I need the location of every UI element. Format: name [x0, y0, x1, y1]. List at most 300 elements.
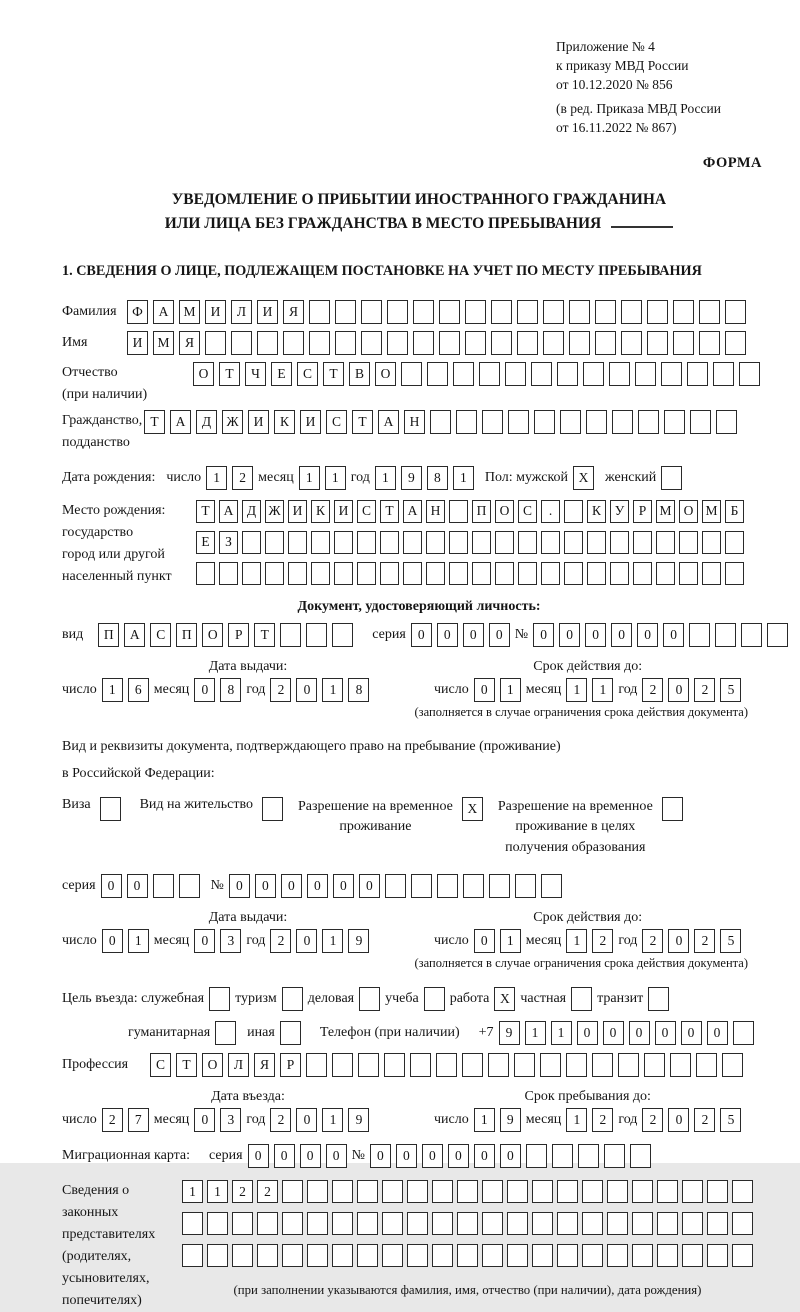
- char-cell[interactable]: [335, 331, 356, 355]
- char-cell[interactable]: Т: [323, 362, 344, 386]
- char-cell[interactable]: [257, 1212, 278, 1235]
- char-cell[interactable]: [495, 531, 514, 554]
- char-cell[interactable]: [715, 623, 736, 647]
- permit-series-input[interactable]: [101, 874, 200, 898]
- char-cell[interactable]: [592, 1053, 613, 1077]
- char-cell[interactable]: [465, 331, 486, 355]
- char-cell[interactable]: [607, 1180, 628, 1203]
- char-cell[interactable]: К: [311, 500, 330, 523]
- char-cell[interactable]: [621, 300, 642, 324]
- char-cell[interactable]: [578, 1144, 599, 1168]
- char-cell[interactable]: [384, 1053, 405, 1077]
- char-cell[interactable]: 0: [559, 623, 580, 647]
- char-cell[interactable]: [507, 1212, 528, 1235]
- char-cell[interactable]: 2: [232, 466, 253, 490]
- representatives-row2-input[interactable]: [182, 1212, 753, 1235]
- char-cell[interactable]: 0: [603, 1021, 624, 1045]
- char-cell[interactable]: [583, 362, 604, 386]
- char-cell[interactable]: 0: [437, 623, 458, 647]
- permit-issue-year-input[interactable]: [270, 929, 369, 953]
- char-cell[interactable]: [495, 562, 514, 585]
- patronymic-input[interactable]: [193, 362, 760, 386]
- char-cell[interactable]: [607, 1244, 628, 1267]
- char-cell[interactable]: П: [176, 623, 197, 647]
- char-cell[interactable]: [283, 331, 304, 355]
- char-cell[interactable]: [491, 300, 512, 324]
- char-cell[interactable]: И: [248, 410, 269, 434]
- char-cell[interactable]: [382, 1180, 403, 1203]
- char-cell[interactable]: [541, 562, 560, 585]
- char-cell[interactable]: Т: [254, 623, 275, 647]
- char-cell[interactable]: [242, 531, 261, 554]
- char-cell[interactable]: С: [150, 623, 171, 647]
- char-cell[interactable]: 0: [474, 1144, 495, 1168]
- char-cell[interactable]: Я: [283, 300, 304, 324]
- char-cell[interactable]: [505, 362, 526, 386]
- char-cell[interactable]: [741, 623, 762, 647]
- char-cell[interactable]: [557, 1180, 578, 1203]
- char-cell[interactable]: 3: [220, 1108, 241, 1132]
- char-cell[interactable]: П: [98, 623, 119, 647]
- char-cell[interactable]: 0: [229, 874, 250, 898]
- char-cell[interactable]: [557, 1212, 578, 1235]
- permit-until-month-input[interactable]: [566, 929, 613, 953]
- entry-year-input[interactable]: [270, 1108, 369, 1132]
- char-cell[interactable]: [696, 1053, 717, 1077]
- char-cell[interactable]: 0: [396, 1144, 417, 1168]
- char-cell[interactable]: [682, 1244, 703, 1267]
- char-cell[interactable]: [673, 331, 694, 355]
- char-cell[interactable]: 0: [248, 1144, 269, 1168]
- char-cell[interactable]: А: [219, 500, 238, 523]
- char-cell[interactable]: С: [518, 500, 537, 523]
- char-cell[interactable]: 0: [533, 623, 554, 647]
- char-cell[interactable]: [733, 1021, 754, 1045]
- char-cell[interactable]: 0: [300, 1144, 321, 1168]
- char-cell[interactable]: 0: [500, 1144, 521, 1168]
- char-cell[interactable]: [472, 562, 491, 585]
- char-cell[interactable]: 0: [296, 678, 317, 702]
- char-cell[interactable]: [232, 1212, 253, 1235]
- char-cell[interactable]: [699, 300, 720, 324]
- char-cell[interactable]: Т: [380, 500, 399, 523]
- char-cell[interactable]: 1: [322, 929, 343, 953]
- char-cell[interactable]: О: [375, 362, 396, 386]
- char-cell[interactable]: [413, 331, 434, 355]
- char-cell[interactable]: [526, 1144, 547, 1168]
- char-cell[interactable]: [205, 331, 226, 355]
- char-cell[interactable]: [647, 300, 668, 324]
- char-cell[interactable]: [725, 562, 744, 585]
- citizenship-input[interactable]: [144, 410, 737, 434]
- char-cell[interactable]: [632, 1212, 653, 1235]
- char-cell[interactable]: 0: [411, 623, 432, 647]
- char-cell[interactable]: [436, 1053, 457, 1077]
- char-cell[interactable]: 2: [270, 1108, 291, 1132]
- char-cell[interactable]: [725, 300, 746, 324]
- char-cell[interactable]: [482, 1180, 503, 1203]
- char-cell[interactable]: 0: [102, 929, 123, 953]
- char-cell[interactable]: [432, 1212, 453, 1235]
- char-cell[interactable]: Н: [426, 500, 445, 523]
- char-cell[interactable]: [332, 1244, 353, 1267]
- char-cell[interactable]: 0: [194, 678, 215, 702]
- char-cell[interactable]: 2: [102, 1108, 123, 1132]
- char-cell[interactable]: [564, 531, 583, 554]
- char-cell[interactable]: 1: [325, 466, 346, 490]
- stay-until-year-input[interactable]: [642, 1108, 741, 1132]
- char-cell[interactable]: [682, 1180, 703, 1203]
- purpose-other-checkbox[interactable]: [280, 1021, 301, 1045]
- char-cell[interactable]: [242, 562, 261, 585]
- char-cell[interactable]: [456, 410, 477, 434]
- char-cell[interactable]: У: [610, 500, 629, 523]
- char-cell[interactable]: 8: [220, 678, 241, 702]
- char-cell[interactable]: [449, 500, 468, 523]
- purpose-transit-checkbox[interactable]: [648, 987, 669, 1011]
- char-cell[interactable]: [644, 1053, 665, 1077]
- char-cell[interactable]: [462, 1053, 483, 1077]
- char-cell[interactable]: [439, 331, 460, 355]
- char-cell[interactable]: [207, 1212, 228, 1235]
- char-cell[interactable]: 1: [206, 466, 227, 490]
- char-cell[interactable]: 0: [333, 874, 354, 898]
- char-cell[interactable]: В: [349, 362, 370, 386]
- purpose-official-checkbox[interactable]: [209, 987, 230, 1011]
- char-cell[interactable]: [564, 500, 583, 523]
- char-cell[interactable]: [689, 623, 710, 647]
- char-cell[interactable]: [699, 331, 720, 355]
- char-cell[interactable]: П: [472, 500, 491, 523]
- char-cell[interactable]: [557, 362, 578, 386]
- char-cell[interactable]: [380, 562, 399, 585]
- char-cell[interactable]: 0: [370, 1144, 391, 1168]
- char-cell[interactable]: [518, 562, 537, 585]
- char-cell[interactable]: 0: [637, 623, 658, 647]
- char-cell[interactable]: [515, 874, 536, 898]
- char-cell[interactable]: [621, 331, 642, 355]
- char-cell[interactable]: 0: [629, 1021, 650, 1045]
- char-cell[interactable]: [713, 362, 734, 386]
- purpose-study-checkbox[interactable]: [424, 987, 445, 1011]
- char-cell[interactable]: [207, 1244, 228, 1267]
- char-cell[interactable]: 0: [663, 623, 684, 647]
- migration-series-input[interactable]: [248, 1144, 347, 1168]
- char-cell[interactable]: [557, 1244, 578, 1267]
- entry-day-input[interactable]: [102, 1108, 149, 1132]
- char-cell[interactable]: [635, 362, 656, 386]
- char-cell[interactable]: [491, 331, 512, 355]
- char-cell[interactable]: 0: [307, 874, 328, 898]
- char-cell[interactable]: [569, 300, 590, 324]
- char-cell[interactable]: [633, 562, 652, 585]
- char-cell[interactable]: [657, 1244, 678, 1267]
- doc-issue-month-input[interactable]: [194, 678, 241, 702]
- char-cell[interactable]: [357, 1244, 378, 1267]
- char-cell[interactable]: Л: [228, 1053, 249, 1077]
- char-cell[interactable]: [307, 1244, 328, 1267]
- char-cell[interactable]: [679, 562, 698, 585]
- char-cell[interactable]: 9: [348, 929, 369, 953]
- char-cell[interactable]: [618, 1053, 639, 1077]
- char-cell[interactable]: [153, 874, 174, 898]
- char-cell[interactable]: [437, 874, 458, 898]
- char-cell[interactable]: [382, 1212, 403, 1235]
- char-cell[interactable]: 0: [127, 874, 148, 898]
- char-cell[interactable]: [725, 331, 746, 355]
- char-cell[interactable]: [656, 531, 675, 554]
- char-cell[interactable]: 1: [474, 1108, 495, 1132]
- char-cell[interactable]: 8: [348, 678, 369, 702]
- visa-checkbox[interactable]: [100, 797, 121, 821]
- char-cell[interactable]: 0: [474, 929, 495, 953]
- birth-month-input[interactable]: [299, 466, 346, 490]
- char-cell[interactable]: И: [205, 300, 226, 324]
- char-cell[interactable]: [231, 331, 252, 355]
- char-cell[interactable]: 2: [592, 1108, 613, 1132]
- phone-input[interactable]: [499, 1021, 754, 1045]
- char-cell[interactable]: [587, 531, 606, 554]
- char-cell[interactable]: 0: [194, 1108, 215, 1132]
- char-cell[interactable]: [219, 562, 238, 585]
- char-cell[interactable]: [564, 562, 583, 585]
- char-cell[interactable]: [517, 331, 538, 355]
- doc-type-input[interactable]: [98, 623, 353, 647]
- char-cell[interactable]: М: [153, 331, 174, 355]
- char-cell[interactable]: [463, 874, 484, 898]
- migration-number-input[interactable]: [370, 1144, 651, 1168]
- char-cell[interactable]: 1: [592, 678, 613, 702]
- char-cell[interactable]: А: [170, 410, 191, 434]
- char-cell[interactable]: [534, 410, 555, 434]
- doc-issue-year-input[interactable]: [270, 678, 369, 702]
- char-cell[interactable]: 2: [694, 929, 715, 953]
- char-cell[interactable]: 0: [448, 1144, 469, 1168]
- birth-year-input[interactable]: [375, 466, 474, 490]
- char-cell[interactable]: [632, 1244, 653, 1267]
- char-cell[interactable]: О: [202, 623, 223, 647]
- char-cell[interactable]: [427, 362, 448, 386]
- char-cell[interactable]: [332, 1212, 353, 1235]
- char-cell[interactable]: [716, 410, 737, 434]
- char-cell[interactable]: [687, 362, 708, 386]
- char-cell[interactable]: [702, 531, 721, 554]
- char-cell[interactable]: [532, 1212, 553, 1235]
- char-cell[interactable]: [361, 331, 382, 355]
- char-cell[interactable]: 0: [422, 1144, 443, 1168]
- char-cell[interactable]: [196, 562, 215, 585]
- char-cell[interactable]: [541, 874, 562, 898]
- char-cell[interactable]: [309, 300, 330, 324]
- char-cell[interactable]: [632, 1180, 653, 1203]
- char-cell[interactable]: [690, 410, 711, 434]
- char-cell[interactable]: Л: [231, 300, 252, 324]
- char-cell[interactable]: 0: [255, 874, 276, 898]
- char-cell[interactable]: 1: [128, 929, 149, 953]
- char-cell[interactable]: И: [300, 410, 321, 434]
- char-cell[interactable]: [311, 531, 330, 554]
- char-cell[interactable]: 1: [551, 1021, 572, 1045]
- char-cell[interactable]: М: [179, 300, 200, 324]
- char-cell[interactable]: Р: [633, 500, 652, 523]
- char-cell[interactable]: [401, 362, 422, 386]
- char-cell[interactable]: [449, 562, 468, 585]
- char-cell[interactable]: [307, 1180, 328, 1203]
- char-cell[interactable]: [387, 300, 408, 324]
- birth-day-input[interactable]: [206, 466, 253, 490]
- char-cell[interactable]: Б: [725, 500, 744, 523]
- char-cell[interactable]: 0: [281, 874, 302, 898]
- char-cell[interactable]: Т: [144, 410, 165, 434]
- char-cell[interactable]: [407, 1212, 428, 1235]
- char-cell[interactable]: [612, 410, 633, 434]
- char-cell[interactable]: [582, 1212, 603, 1235]
- doc-until-day-input[interactable]: [474, 678, 521, 702]
- char-cell[interactable]: 7: [128, 1108, 149, 1132]
- char-cell[interactable]: [403, 531, 422, 554]
- permit-issue-day-input[interactable]: [102, 929, 149, 953]
- char-cell[interactable]: [540, 1053, 561, 1077]
- char-cell[interactable]: Т: [352, 410, 373, 434]
- char-cell[interactable]: [532, 1244, 553, 1267]
- char-cell[interactable]: Т: [219, 362, 240, 386]
- char-cell[interactable]: 0: [194, 929, 215, 953]
- permit-number-input[interactable]: [229, 874, 562, 898]
- char-cell[interactable]: [382, 1244, 403, 1267]
- char-cell[interactable]: 0: [274, 1144, 295, 1168]
- char-cell[interactable]: 0: [707, 1021, 728, 1045]
- char-cell[interactable]: [595, 331, 616, 355]
- char-cell[interactable]: Д: [242, 500, 261, 523]
- char-cell[interactable]: [358, 1053, 379, 1077]
- temp-permit-edu-checkbox[interactable]: [662, 797, 683, 821]
- representatives-row1-input[interactable]: [182, 1180, 753, 1203]
- char-cell[interactable]: 0: [296, 929, 317, 953]
- char-cell[interactable]: [465, 300, 486, 324]
- char-cell[interactable]: 0: [326, 1144, 347, 1168]
- residence-permit-checkbox[interactable]: [262, 797, 283, 821]
- char-cell[interactable]: [664, 410, 685, 434]
- char-cell[interactable]: [265, 562, 284, 585]
- purpose-work-checkbox[interactable]: X: [494, 987, 515, 1011]
- char-cell[interactable]: 0: [474, 678, 495, 702]
- char-cell[interactable]: И: [257, 300, 278, 324]
- char-cell[interactable]: [332, 1180, 353, 1203]
- char-cell[interactable]: Ч: [245, 362, 266, 386]
- char-cell[interactable]: [357, 1180, 378, 1203]
- char-cell[interactable]: [670, 1053, 691, 1077]
- char-cell[interactable]: Я: [254, 1053, 275, 1077]
- char-cell[interactable]: [647, 331, 668, 355]
- char-cell[interactable]: [334, 562, 353, 585]
- char-cell[interactable]: 1: [322, 678, 343, 702]
- name-input[interactable]: [127, 331, 746, 355]
- char-cell[interactable]: [767, 623, 788, 647]
- char-cell[interactable]: С: [326, 410, 347, 434]
- char-cell[interactable]: Т: [196, 500, 215, 523]
- char-cell[interactable]: 2: [270, 678, 291, 702]
- char-cell[interactable]: 2: [232, 1180, 253, 1203]
- char-cell[interactable]: [482, 410, 503, 434]
- char-cell[interactable]: [732, 1180, 753, 1203]
- char-cell[interactable]: [560, 410, 581, 434]
- char-cell[interactable]: [586, 410, 607, 434]
- char-cell[interactable]: И: [288, 500, 307, 523]
- permit-issue-month-input[interactable]: [194, 929, 241, 953]
- char-cell[interactable]: 0: [668, 678, 689, 702]
- char-cell[interactable]: [232, 1244, 253, 1267]
- char-cell[interactable]: [582, 1180, 603, 1203]
- char-cell[interactable]: [582, 1244, 603, 1267]
- char-cell[interactable]: 0: [681, 1021, 702, 1045]
- char-cell[interactable]: [361, 300, 382, 324]
- char-cell[interactable]: 0: [585, 623, 606, 647]
- char-cell[interactable]: [679, 531, 698, 554]
- char-cell[interactable]: [638, 410, 659, 434]
- char-cell[interactable]: [707, 1244, 728, 1267]
- entry-month-input[interactable]: [194, 1108, 241, 1132]
- char-cell[interactable]: О: [193, 362, 214, 386]
- char-cell[interactable]: [430, 410, 451, 434]
- char-cell[interactable]: [432, 1244, 453, 1267]
- char-cell[interactable]: [507, 1244, 528, 1267]
- char-cell[interactable]: 1: [375, 466, 396, 490]
- sex-male-checkbox[interactable]: X: [573, 466, 594, 490]
- char-cell[interactable]: 0: [463, 623, 484, 647]
- char-cell[interactable]: С: [357, 500, 376, 523]
- char-cell[interactable]: [357, 1212, 378, 1235]
- char-cell[interactable]: [380, 531, 399, 554]
- doc-issue-day-input[interactable]: [102, 678, 149, 702]
- char-cell[interactable]: И: [334, 500, 353, 523]
- char-cell[interactable]: [595, 300, 616, 324]
- permit-until-day-input[interactable]: [474, 929, 521, 953]
- char-cell[interactable]: [411, 874, 432, 898]
- char-cell[interactable]: [182, 1244, 203, 1267]
- char-cell[interactable]: 9: [499, 1021, 520, 1045]
- doc-until-year-input[interactable]: [642, 678, 741, 702]
- purpose-business-checkbox[interactable]: [359, 987, 380, 1011]
- char-cell[interactable]: [282, 1212, 303, 1235]
- char-cell[interactable]: [385, 874, 406, 898]
- char-cell[interactable]: [453, 362, 474, 386]
- char-cell[interactable]: [604, 1144, 625, 1168]
- char-cell[interactable]: [426, 562, 445, 585]
- profession-input[interactable]: [150, 1053, 743, 1077]
- birthplace-row2-input[interactable]: [196, 531, 744, 554]
- char-cell[interactable]: [569, 331, 590, 355]
- purpose-humanitarian-checkbox[interactable]: [215, 1021, 236, 1045]
- char-cell[interactable]: [407, 1180, 428, 1203]
- char-cell[interactable]: 0: [611, 623, 632, 647]
- char-cell[interactable]: [265, 531, 284, 554]
- char-cell[interactable]: 9: [401, 466, 422, 490]
- char-cell[interactable]: [543, 331, 564, 355]
- char-cell[interactable]: [472, 531, 491, 554]
- char-cell[interactable]: Р: [280, 1053, 301, 1077]
- char-cell[interactable]: С: [150, 1053, 171, 1077]
- char-cell[interactable]: [707, 1180, 728, 1203]
- char-cell[interactable]: [707, 1212, 728, 1235]
- char-cell[interactable]: [182, 1212, 203, 1235]
- char-cell[interactable]: [532, 1180, 553, 1203]
- char-cell[interactable]: 9: [500, 1108, 521, 1132]
- char-cell[interactable]: 2: [257, 1180, 278, 1203]
- char-cell[interactable]: 2: [694, 1108, 715, 1132]
- char-cell[interactable]: 5: [720, 1108, 741, 1132]
- char-cell[interactable]: О: [679, 500, 698, 523]
- representatives-row3-input[interactable]: [182, 1244, 753, 1267]
